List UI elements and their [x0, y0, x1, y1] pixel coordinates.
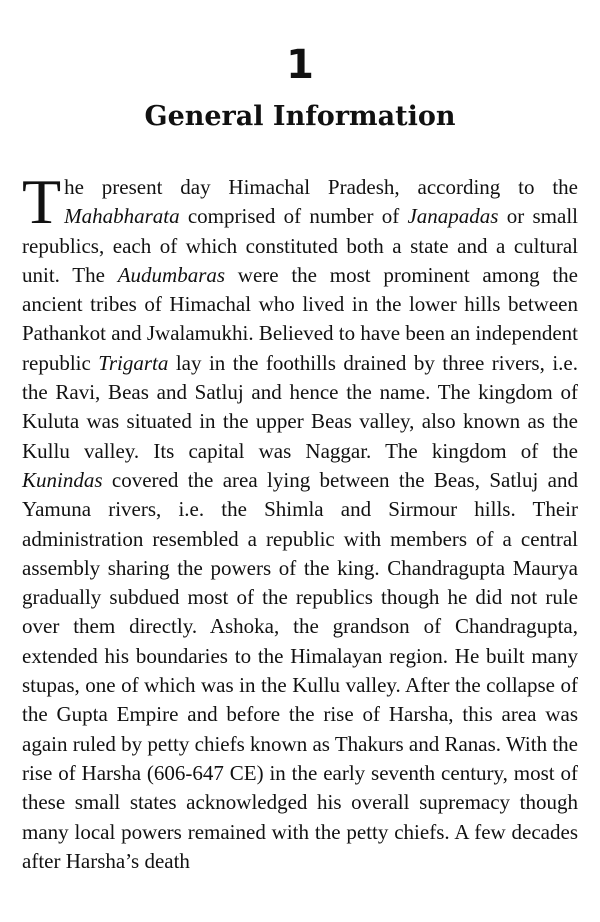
text-segment: were the most prominent among the ancient tribes of Himachal who lived in the lower hills between Pathankot and Jwalamukhi. Believed to have been an independent republic [22, 262, 578, 375]
chapter-number: 1 [286, 42, 314, 88]
text-segment: comprised of number of [179, 204, 408, 229]
italic-term: Janapadas [407, 204, 499, 229]
italic-term: Audumbaras [117, 262, 226, 287]
chapter-title: General Information [144, 101, 456, 132]
drop-cap: T [22, 166, 62, 237]
text-segment: he present day Himachal Pradesh, according to the [64, 175, 578, 199]
text-segment: lay in the foothills drained by three rivers, i.e. the Ravi, Beas and Satluj and hence the name. The kingdom of Kuluta was situated in the upper Beas valley, also known as the Kullu valley. Its capital was Naggar. The kingdom of the [22, 350, 578, 463]
italic-term: Kunindas [22, 467, 103, 492]
text-segment: covered the area lying between the Beas, Satluj and Yamuna rivers, i.e. the Shimla and Sirmour hills. Their administration resembled a republic with members of a central assembly sharing the powers of the king. Chandragupta Maurya gradually subdued most of the republics though he did not rule over them directly. Ashoka, the grandson of Chandragupta, extended his boundaries to the Himalayan region. He built many stupas, one of which was in the Kullu valley. After the collapse of the Gupta Empire and before the rise of Harsha, this area was again ruled by petty chiefs known as Thakurs and Ranas. With the rise of Harsha (606-647 CE) in the early seventh century, most of these small states acknowledged his overall supremacy though many local powers remained with the petty chiefs. A few decades after Harsha’s death [22, 467, 578, 873]
italic-term: Mahabharata [64, 204, 180, 229]
body-paragraph [22, 166, 578, 876]
italic-term: Trigarta [98, 350, 169, 375]
text-segment: or small republics, each of which constituted both a state and a cultural unit. The [22, 204, 578, 287]
